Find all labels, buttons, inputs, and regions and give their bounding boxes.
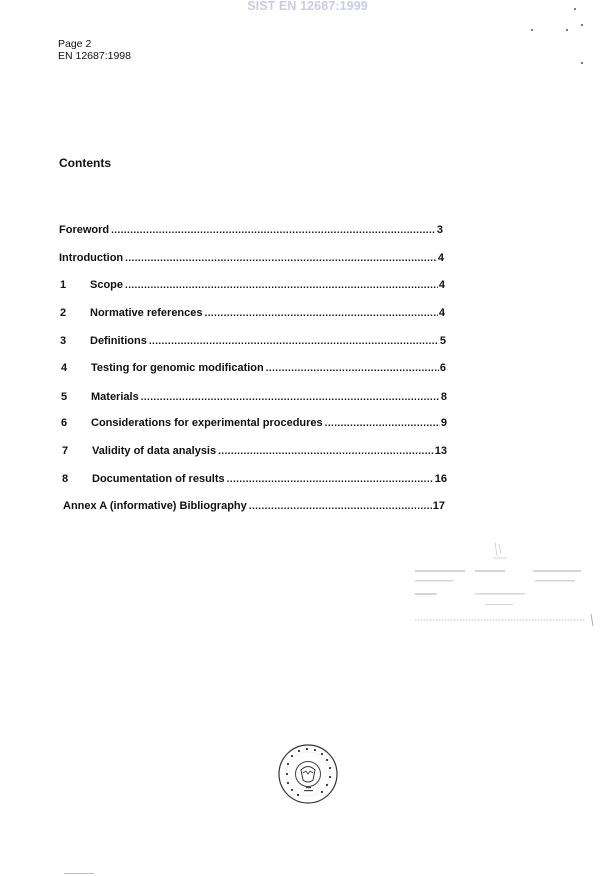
toc-label: Testing for genomic modification xyxy=(91,362,264,374)
scan-speck xyxy=(581,24,583,26)
scan-artifact-line xyxy=(64,873,94,874)
toc-label: Documentation of results xyxy=(92,473,225,485)
toc-leader xyxy=(325,418,440,429)
toc-number: 6 xyxy=(61,417,68,429)
toc-leader xyxy=(125,253,437,264)
toc-page: 4 xyxy=(437,252,444,264)
toc-page: 3 xyxy=(436,224,443,236)
toc-leader xyxy=(141,392,440,403)
toc-entry-foreword[interactable] xyxy=(59,224,443,236)
toc-leader xyxy=(266,363,439,374)
toc-entry-documentation-results[interactable] xyxy=(62,473,447,485)
toc-page: 5 xyxy=(439,335,446,347)
scan-speck xyxy=(574,8,576,10)
standard-id: EN 12687:1998 xyxy=(58,50,131,62)
watermark: SIST EN 12687:1999 xyxy=(247,0,368,13)
toc-page: 9 xyxy=(440,417,447,429)
toc-number: 8 xyxy=(62,473,69,485)
toc-entry-materials[interactable] xyxy=(61,391,447,403)
toc-page: 8 xyxy=(440,391,447,403)
toc-number: 4 xyxy=(61,362,68,374)
toc-entry-annex-a-bibliography[interactable] xyxy=(63,500,445,512)
page-number: Page 2 xyxy=(58,38,92,50)
toc-number: 1 xyxy=(60,279,67,291)
toc-label: Scope xyxy=(90,279,124,291)
toc-leader xyxy=(205,308,438,319)
toc-label: Materials xyxy=(91,391,139,403)
toc-leader xyxy=(125,280,438,291)
toc-number: 3 xyxy=(60,335,67,347)
toc-entry-normative-references[interactable] xyxy=(60,307,445,319)
toc-leader xyxy=(249,501,432,512)
toc-page: 4 xyxy=(438,307,445,319)
toc-leader xyxy=(149,336,439,347)
toc-label: Introduction xyxy=(59,252,124,264)
scan-speck xyxy=(581,62,583,64)
toc-number: 7 xyxy=(62,445,69,457)
scan-speck xyxy=(566,29,568,31)
toc-number: 5 xyxy=(61,391,68,403)
toc-label: Considerations for experimental procedures xyxy=(91,417,323,429)
toc-entry-testing-genomic-modification[interactable] xyxy=(61,362,446,374)
toc-entry-scope[interactable] xyxy=(60,279,445,291)
scan-artifact-faint-text xyxy=(415,538,600,638)
toc-label: Foreword xyxy=(59,224,110,236)
toc-page: 17 xyxy=(432,500,445,512)
toc-label: Validity of data analysis xyxy=(92,445,217,457)
toc-label: Annex A (informative) Bibliography xyxy=(63,500,247,512)
toc-leader xyxy=(218,446,434,457)
toc-entry-definitions[interactable] xyxy=(60,335,446,347)
official-seal-icon xyxy=(277,743,339,805)
toc-label: Definitions xyxy=(90,335,147,347)
toc-leader xyxy=(227,474,434,485)
toc-label: Normative references xyxy=(90,307,203,319)
toc-leader xyxy=(111,225,436,236)
toc-page: 16 xyxy=(434,473,447,485)
contents-title: Contents xyxy=(59,156,111,170)
toc-page: 13 xyxy=(434,445,447,457)
toc-number: 2 xyxy=(60,307,67,319)
toc-entry-introduction[interactable] xyxy=(59,252,444,264)
page-header xyxy=(58,38,131,62)
toc-entry-validity-data-analysis[interactable] xyxy=(62,445,447,457)
toc-page: 4 xyxy=(438,279,445,291)
toc-page: 6 xyxy=(439,362,446,374)
toc-entry-experimental-procedures[interactable] xyxy=(61,417,447,429)
scan-speck xyxy=(531,29,533,31)
